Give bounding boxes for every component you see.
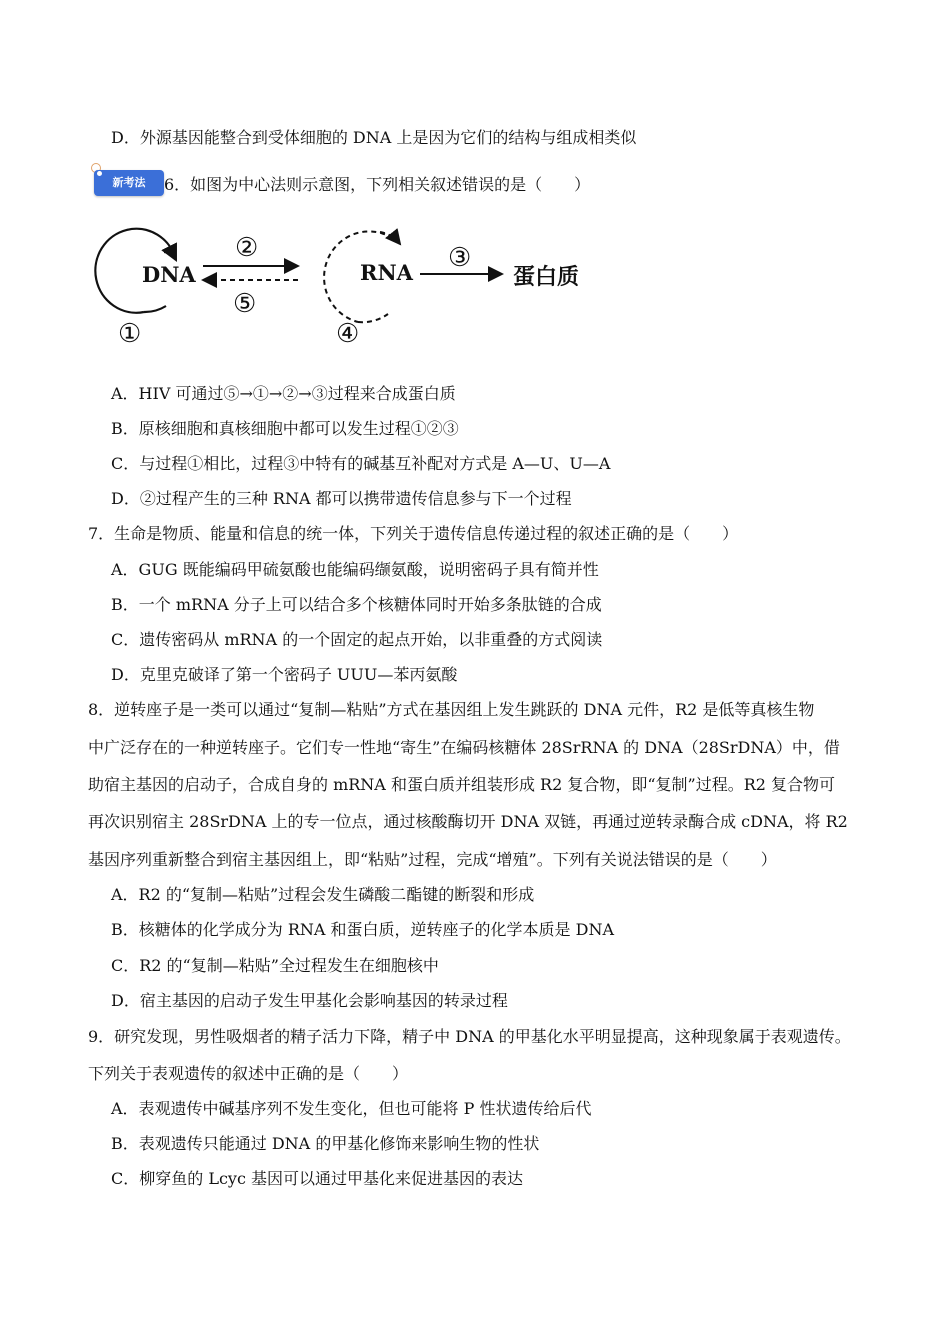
q9-stem-line-1: 9．研究发现，男性吸烟者的精子活力下降，精子中 DNA 的甲基化水平明显提高，这种现象属于表观遗传。 bbox=[88, 1027, 851, 1046]
q8-option-b: B．核糖体的化学成分为 RNA 和蛋白质，逆转座子的化学本质是 DNA bbox=[111, 920, 615, 939]
protein-label: 蛋白质 bbox=[513, 264, 580, 290]
q7-option-a: A．GUG 既能编码甲硫氨酸也能编码缬氨酸，说明密码子具有简并性 bbox=[111, 560, 599, 579]
circle-2: ② bbox=[235, 233, 259, 263]
q9-option-b: B．表观遗传只能通过 DNA 的甲基化修饰来影响生物的性状 bbox=[111, 1134, 540, 1153]
dna-label: DNA bbox=[142, 262, 196, 287]
q6-option-d: D．②过程产生的三种 RNA 都可以携带遗传信息参与下一个过程 bbox=[111, 489, 572, 508]
q8-stem-line-1: 8．逆转座子是一类可以通过“复制—粘贴”方式在基因组上发生跳跃的 DNA 元件，R2 是低等真核生物 bbox=[88, 700, 815, 719]
circle-4: ④ bbox=[336, 319, 360, 349]
q5-option-d: D．外源基因能整合到受体细胞的 DNA 上是因为它们的结构与组成相类似 bbox=[111, 128, 637, 147]
q8-stem-line-5: 基因序列重新整合到宿主基因组上，即“粘贴”过程，完成“增殖”。下列有关说法错误的是（ ） bbox=[88, 850, 777, 869]
q7-option-b: B．一个 mRNA 分子上可以结合多个核糖体同时开始多条肽链的合成 bbox=[111, 595, 602, 614]
central-dogma-diagram bbox=[90, 222, 600, 352]
q8-option-c: C．R2 的“复制—粘贴”全过程发生在细胞核中 bbox=[111, 956, 439, 975]
q8-stem-line-2: 中广泛存在的一种逆转座子。它们专一性地“寄生”在编码核糖体 28SrRNA 的 DNA（28SrDNA）中，借 bbox=[88, 738, 840, 757]
q6-option-b: B．原核细胞和真核细胞中都可以发生过程①②③ bbox=[111, 419, 459, 438]
q8-stem-line-3: 助宿主基因的启动子，合成自身的 mRNA 和蛋白质并组装形成 R2 复合物，即“复制”过程。R2 复合物可 bbox=[88, 775, 836, 794]
badge-dot-icon bbox=[97, 171, 102, 176]
q9-option-c: C．柳穿鱼的 Lcyc 基因可以通过甲基化来促进基因的表达 bbox=[111, 1169, 524, 1188]
q9-option-a: A．表观遗传中碱基序列不发生变化，但也可能将 P 性状遗传给后代 bbox=[111, 1099, 592, 1118]
q7-stem: 7．生命是物质、能量和信息的统一体，下列关于遗传信息传递过程的叙述正确的是（ ） bbox=[88, 524, 739, 543]
q6-option-c: C．与过程①相比，过程③中特有的碱基互补配对方式是 A—U、U—A bbox=[111, 454, 611, 473]
circle-1: ① bbox=[118, 319, 142, 349]
q7-option-c: C．遗传密码从 mRNA 的一个固定的起点开始，以非重叠的方式阅读 bbox=[111, 630, 603, 649]
q8-stem-line-4: 再次识别宿主 28SrDNA 上的专一位点，通过核酸酶切开 DNA 双链，再通过逆转录酶合成 cDNA，将 R2 bbox=[88, 812, 848, 831]
q8-option-a: A．R2 的“复制—粘贴”过程会发生磷酸二酯键的断裂和形成 bbox=[111, 885, 535, 904]
q6-stem: 6．如图为中心法则示意图，下列相关叙述错误的是（ ） bbox=[164, 175, 591, 194]
rna-label: RNA bbox=[360, 260, 413, 285]
q7-option-d: D．克里克破译了第一个密码子 UUU—苯丙氨酸 bbox=[111, 665, 458, 684]
new-method-badge: 新考法 bbox=[94, 170, 164, 196]
circle-5: ⑤ bbox=[233, 289, 257, 319]
q9-stem-line-2: 下列关于表观遗传的叙述中正确的是（ ） bbox=[88, 1064, 409, 1083]
q8-option-d: D．宿主基因的启动子发生甲基化会影响基因的转录过程 bbox=[111, 991, 508, 1010]
circle-3: ③ bbox=[448, 243, 472, 273]
q6-option-a: A．HIV 可通过⑤→①→②→③过程来合成蛋白质 bbox=[111, 384, 456, 403]
